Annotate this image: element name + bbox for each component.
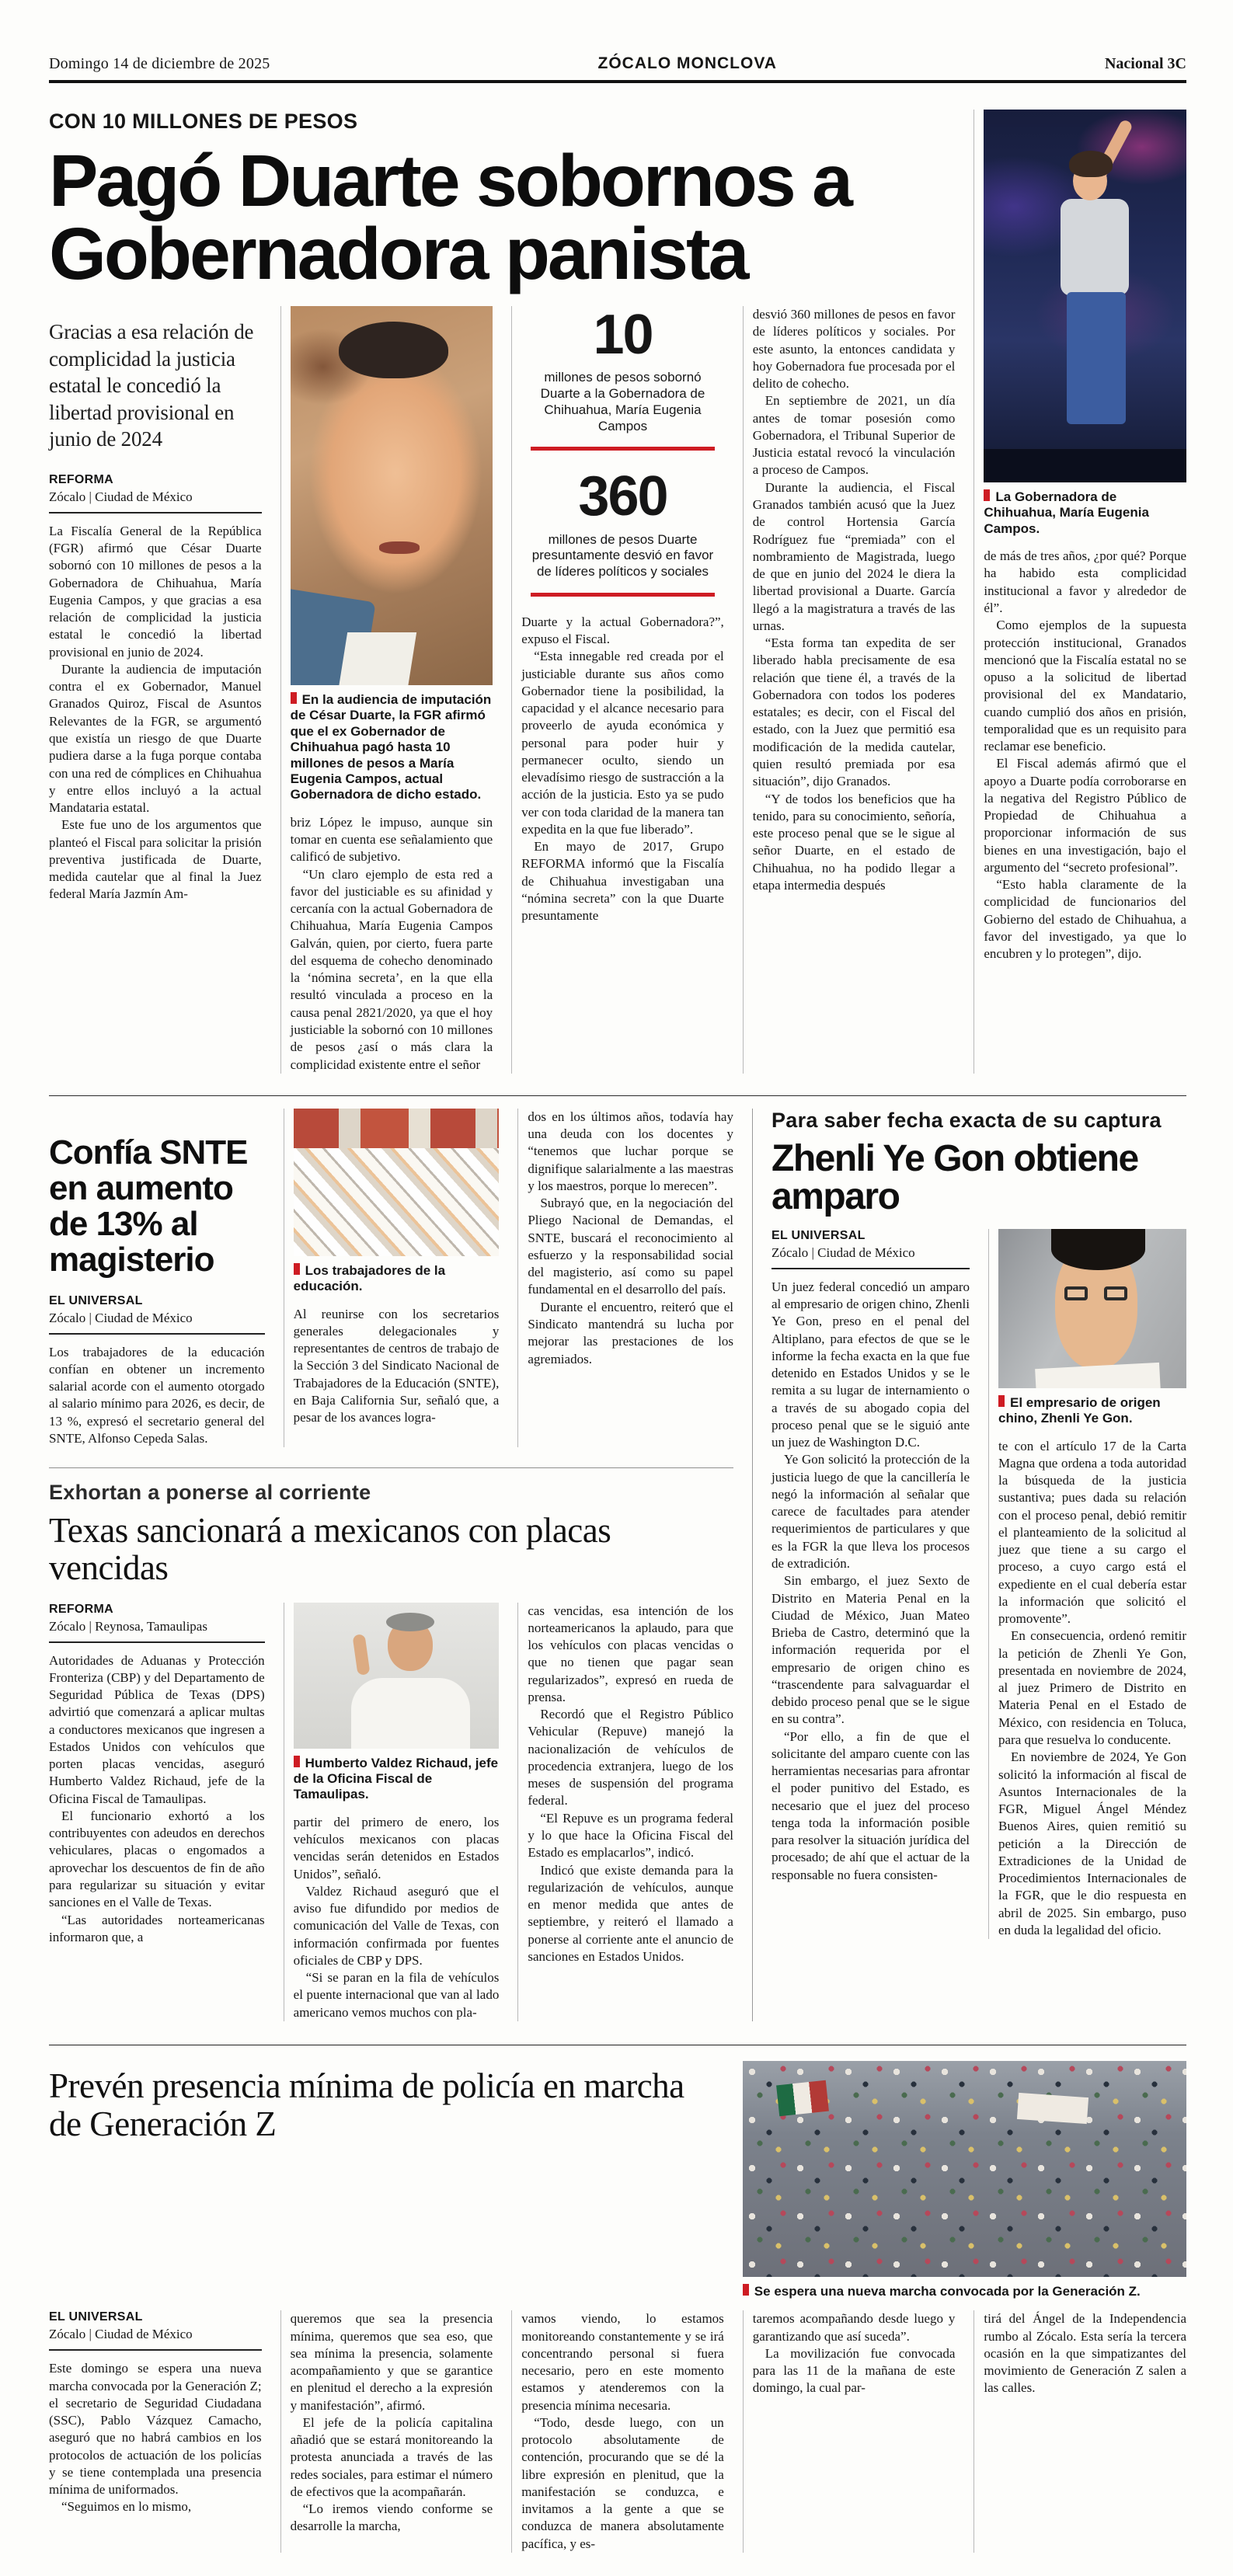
paragraph: La Fiscalía General de la República (FGR) afirmó que César Duarte sobornó con 10 millones de pesos a la Gobernadora de Chihuahua, María Eugenia Campos, y que gracias a esa relación de complicidad la justicia estatal le concedió la libertad provisional en junio de 2024.	[49, 523, 262, 660]
paragraph: Sin embargo, el juez Sexto de Distrito en Materia Penal en la Ciudad de México, Juan Mateo Brieba de Castro, determinó que la información requerida por el empresario de origen chino es “trascendente para salvaguardar el debido proceso penal que se le sigue en su contra”.	[771, 1573, 970, 1727]
photo-shape	[353, 1634, 371, 1676]
paragraph: Como ejemplos de la supuesta protección institucional, Granados mencionó que la Fiscalía estatal no se opuso a la solicitud de libertad provisional del ex Mandatario, cuando cumplió dos años en prisión, temporalidad que es un requisito para reclamar ese beneficio.	[984, 618, 1186, 754]
yegon-photo-caption	[998, 1395, 1186, 1427]
valdez-photo	[294, 1603, 500, 1749]
article-yegon	[752, 1109, 1186, 2021]
photo-shape	[1069, 151, 1113, 177]
caption-bullet-icon	[294, 1263, 300, 1275]
caption-text: En la audiencia de imputación de César Duarte, la FGR afirmó que el ex Gobernador de Chihuahua pagó hasta 10 millones de pesos a María Eugenia Campos, actual Gobernadora de dicho estado.	[290, 692, 492, 802]
caption-bullet-icon	[984, 489, 990, 501]
snte-photo	[294, 1109, 500, 1256]
paragraph: En noviembre de 2024, Ye Gon solicitó la información al fiscal de Asuntos Internacionales de la FGR, Miguel Ángel Méndez Buenos Aires, quien remitió su petición a la Dirección de Extradiciones de la Unidad de Procedimientos Internacionales de la FGR, que le dio respuesta en abril de 2025. Sin embargo, puso en duda la legalidad del oficio.	[998, 1749, 1186, 1937]
paragraph: El jefe de la policía capitalina añadió que se estará monitoreando la protesta anunciada a través de las redes sociales, para estimar el número de efectivos que la acompañarán.	[290, 2414, 493, 2499]
paragraph: cas vencidas, esa intención de los norteamericanos la aplaudo, para que los vehículos con placas vencidas o que no tienen que pagar sean regularizados”, expresó en rueda de prensa.	[528, 1603, 733, 1704]
texas-column-2	[284, 1603, 500, 2021]
paragraph: “Un claro ejemplo de esta red a favor del justiciable es su afinidad y cercanía con la actual Gobernadora de Chihuahua, María Eugenia Campos Galván, quien, por cierto, fuera parte del esquema de cohecho denominado la ‘nómina secreta’, en la que ella resultó vinculada a proceso en la causa penal 2821/2020, ya que el hoy justiciable la sobornó con 10 millones de pesos ¿así o más clara la complicidad existente entre el señor	[290, 866, 493, 1072]
paragraph: briz López le impuso, aunque sin tomar en cuenta ese señalamiento que calificó de subjetivo.	[290, 814, 493, 865]
byline-dateline: Zócalo | Reynosa, Tamaulipas	[49, 1618, 207, 1634]
yegon-headline: Zhenli Ye Gon obtiene amparo	[771, 1137, 1138, 1217]
texas-body-column-3	[528, 1603, 733, 1966]
byline-agency: EL UNIVERSAL	[49, 1293, 143, 1307]
genz-headline-block	[49, 2061, 724, 2310]
stat-10-millones	[521, 306, 724, 451]
article-genz	[49, 2045, 1186, 2553]
genz-body-column-2	[291, 2310, 493, 2535]
paragraph: Un juez federal concedió un amparo al empresario de origen chino, Zhenli Ye Gon, preso en el penal del Altiplano, para efectos de que se le informe la fecha exacta en la que fue detenido en Estados Unidos y se le remita a su lugar de internamiento o a través de su abogado copia del proceso penal que se le siguió ante un juez de Washington D.C.	[771, 1279, 970, 1450]
stat-rule	[531, 593, 715, 597]
paragraph: dos en los últimos años, todavía hay una deuda con los docentes y “tenemos que luchar porque se dignifique salarialmente a las maestras y los maestros, porque lo merecen”.	[528, 1109, 733, 1193]
texas-headline: Texas sancionará a mexicanos con placas vencidas	[49, 1511, 611, 1587]
yegon-body-column-2	[998, 1438, 1186, 1940]
paragraph: taremos acompañando desde luego y garantizando que así suceda”.	[752, 2311, 956, 2344]
photo-shape	[1036, 1363, 1161, 1388]
photo-shape	[351, 1678, 471, 1748]
yegon-body-column-1	[771, 1279, 970, 1884]
paragraph: “Seguimos en lo mismo,	[61, 2499, 192, 2515]
yegon-column-1	[771, 1229, 970, 1939]
byline-dateline: Zócalo | Ciudad de México	[771, 1244, 915, 1260]
snte-photo-caption	[294, 1263, 500, 1295]
photo-shape	[339, 322, 448, 378]
photo-shape	[294, 1109, 500, 1148]
paragraph: “Y de todos los beneficios que ha tenido, para su conocimiento, señoría, este proceso penal que se le sigue al señor Duarte, en el estado de Chihuahua, no ha podido llegar a etapa intermedia después	[752, 791, 956, 893]
snte-body-column-1	[49, 1344, 265, 1448]
texas-column-1	[49, 1603, 265, 2021]
middle-band	[49, 1095, 1186, 2021]
stat-caption: millones de pesos sobornó Duarte a la Gobernadora de Chihuahua, María Eugenia Campos	[540, 370, 705, 433]
byline-dateline: Zócalo | Ciudad de México	[49, 2327, 193, 2342]
lead-body-column-3	[521, 614, 724, 925]
paragraph: “Lo iremos viendo conforme se desarrolle la marcha,	[290, 2501, 493, 2534]
caption-bullet-icon	[291, 692, 297, 704]
paragraph: partir del primero de enero, los vehículos mexicanos con placas vencidas serán detenidos en Estados Unidos”, señaló.	[293, 1814, 500, 1882]
valdez-photo-caption	[294, 1756, 500, 1803]
genz-photo-caption	[743, 2284, 1186, 2299]
photo-shape	[1061, 199, 1129, 296]
caption-text: El empresario de origen chino, Zhenli Ye Gon.	[998, 1394, 1161, 1426]
caption-text: La Gobernadora de Chihuahua, María Eugenia Campos.	[984, 489, 1149, 536]
paragraph: Este domingo se espera una nueva marcha convocada por la Generación Z; el secretario de Seguridad Ciudadana (SSC), Pablo Vázquez Camacho, aseguró que no habrá cambios en los protocolos de actuación de los policías y se tiene contemplada una presencia mínima de uniformados.	[49, 2361, 262, 2498]
lead-body-column-2	[291, 814, 493, 1074]
stat-value: 360	[578, 465, 667, 528]
paragraph: queremos que sea la presencia mínima, queremos que sea eso, que sea mínima la presencia, solamente acompañamiento y que se garantice en plenitud el derecho a la expresión y manifestación”, afirmó.	[290, 2311, 493, 2413]
paragraph: Indicó que existe demanda para la regularización de vehículos, aunque en menor medida que antes de septiembre, y reiteró el llamado a ponerse al corriente ante el anuncio de sanciones en Estados Unidos.	[528, 1862, 733, 1964]
lead-column-4	[743, 306, 956, 1074]
yegon-column-2	[988, 1229, 1186, 1939]
snte-byline	[49, 1294, 265, 1335]
paragraph: “Esta innegable red creada por el justiciable durante sus años como Gobernador tiene la posibilidad, la capacidad y el alcance necesario para proveerlo de ayuda económica y personal para poder huir y permanecer oculto, siendo un elevadísimo riesgo de sustracción a la acción de la justicia. Esto ya se pudo ver con toda claridad de la manera tan expedita en la que fue liberado”.	[521, 649, 724, 837]
photo-shape	[1051, 1229, 1145, 1270]
texas-kicker: Exhortan a ponerse al corriente	[49, 1481, 371, 1505]
lead-column-1	[49, 306, 262, 1074]
genz-byline	[49, 2310, 262, 2351]
caption-text: Los trabajadores de la educación.	[293, 1262, 446, 1294]
article-duarte	[49, 110, 1186, 1074]
byline-agency: EL UNIVERSAL	[771, 1228, 866, 1242]
genz-column-2	[280, 2310, 493, 2553]
snte-column-1	[49, 1109, 265, 1447]
paragraph: En consecuencia, ordenó remitir la petición de Zhenli Ye Gon, presentada en noviembre de 2024, al juez Primero de Distrito en Materia Penal en el Estado de México, con residencia en Toluca, para que resuelva lo conducente.	[998, 1628, 1186, 1748]
paragraph: Durante la audiencia de imputación contra el ex Gobernador, Manuel Granados Quiroz, Fiscal de Asuntos Relevantes de la FGR, se argumentó que existía un riesgo de que Duarte pudiera darse a la fuga porque contaba con una red de cómplices en Chihuahua y entre ellos incluyó a la actual Mandataria estatal.	[49, 661, 262, 816]
paragraph: “Las autoridades norteamericanas informaron que, a	[49, 1912, 265, 1944]
masthead-section: Nacional 3C	[1104, 55, 1186, 72]
paragraph: “Esta forma tan expedita de ser liberado habla precisamente de esa relación que tiene él, a través de la Gobernadora con todos los poderes estatales; es decir, con el Fiscal del estado, con la Juez que permitió esa modificación de la medida cautelar, quien resultó premiada por esa situación”, dijo Granados.	[752, 635, 956, 789]
paragraph: Durante el encuentro, reiteró que el Sindicato mantendrá su lucha por mejorar las prestaciones de los agremiados.	[528, 1299, 733, 1366]
paragraph: Subrayó que, en la negociación del Pliego Nacional de Demandas, el SNTE, buscará el reconocimiento al esfuerzo y la responsabilidad social del magisterio, así como su papel fundamental en el desarrollo del país.	[528, 1196, 733, 1297]
paragraph: En mayo de 2017, Grupo REFORMA informó que la Fiscalía de Chihuahua investigaban una “nómina secreta” con la que Duarte presuntamente	[521, 839, 724, 924]
paragraph: La movilización fue convocada para las 11 de la mañana de este domingo, la cual par-	[752, 2345, 956, 2396]
paragraph: “Esto habla claramente de la complicidad de funcionarios del Gobierno del estado de Chihuahua, a favor del investigado, ya que lo encubren y lo protegen”, dijo.	[984, 877, 1186, 962]
snte-column-3	[517, 1109, 733, 1447]
texas-body-column-2	[294, 1814, 500, 2021]
paragraph: “El Repuve es un programa federal y lo que hace la Oficina Fiscal del Estado es emplacarlos”, indicó.	[528, 1810, 733, 1861]
paragraph: de más de tres años, ¿por qué? Porque ha habido esta complicidad institucional a favor y alrededor de él”.	[984, 548, 1186, 615]
campos-photo	[984, 110, 1186, 482]
campos-photo-caption	[984, 489, 1186, 537]
paragraph: tirá del Ángel de la Independencia rumbo al Zócalo. Esta sería la tercera ocasión en la que simpatizantes del movimiento de Generación Z salen a las calles.	[984, 2311, 1186, 2396]
genz-body-column-5	[984, 2310, 1186, 2397]
paragraph: Ye Gon solicitó la protección de la justicia luego de que la cancillería le negó la información al señalar que carece de facultades para atender requerimientos de particulares y que es la FGR la que lleva los procesos de extradición.	[771, 1452, 970, 1571]
mexican-flag-shape	[777, 2080, 830, 2115]
byline-agency: REFORMA	[49, 472, 113, 486]
photo-shape	[984, 449, 1186, 482]
byline-agency: REFORMA	[49, 1602, 113, 1616]
texas-byline	[49, 1603, 265, 1643]
paragraph: Este fue uno de los argumentos que planteó el Fiscal para solicitar la prisión preventiva justificada de Duarte, medida cautelar que al final la Juez federal María Jazmín Am-	[49, 817, 262, 902]
genz-photo-block	[743, 2061, 1186, 2310]
texas-body-column-1	[49, 1652, 265, 1947]
lead-byline	[49, 473, 262, 513]
article-texas	[49, 1467, 733, 2021]
genz-column-4	[743, 2310, 956, 2553]
masthead-date: Domingo 14 de diciembre de 2025	[49, 55, 270, 72]
genz-body-column-3	[521, 2310, 724, 2553]
photo-shape	[294, 1148, 500, 1256]
caption-bullet-icon	[998, 1395, 1005, 1407]
masthead	[49, 54, 1186, 83]
genz-body-column-4	[753, 2310, 956, 2397]
lead-body-column-1	[49, 523, 262, 903]
caption-text: Humberto Valdez Richaud, jefe de la Oficina Fiscal de Tamaulipas.	[293, 1755, 499, 1802]
byline-agency: EL UNIVERSAL	[49, 2310, 143, 2324]
paragraph: te con el artículo 17 de la Carta Magna que ordena a toda autoridad la búsqueda de la justicia sustantiva; pues dada su relación con el proceso penal, debió remitir el planteamiento de la solicitud al juez que tiene a su cargo el proceso, a cuyo cargo está el expediente en el cual debería estar la información que solicitó el promovente”.	[998, 1438, 1186, 1627]
paragraph: Valdez Richaud aseguró que el aviso fue difundido por medios de comunicación del Valle de Texas, con información confirmada por fuentes oficiales de CBP y DPS.	[293, 1883, 500, 1968]
stat-value: 10	[593, 304, 653, 367]
glasses-shape	[1104, 1286, 1127, 1300]
paragraph: “Si se paran en la fila de vehículos el puente internacional que van al lado americano vemos muchos con pla-	[293, 1970, 500, 2020]
snte-column-2	[284, 1109, 500, 1447]
lead-body-column-4	[753, 306, 956, 894]
lead-headline: Pagó Duarte sobornos a Gobernadora panista	[49, 140, 851, 296]
photo-shape	[379, 541, 420, 554]
glasses-shape	[1064, 1286, 1088, 1300]
paragraph: Autoridades de Aduanas y Protección Fronteriza (CBP) y del Departamento de Seguridad Pública de Texas (DPS) advirtió que comenzará a aplicar multas a conductores mexicanos que ingresen a Estados Unidos con vehículos que porten placas vencidas, aseguró Humberto Valdez Richaud, jefe de la Oficina Fiscal de Tamaulipas.	[49, 1652, 265, 1806]
caption-bullet-icon	[294, 1756, 300, 1767]
duarte-photo-caption	[291, 692, 493, 803]
paragraph: El Fiscal además afirmó que el apoyo a Duarte podía corroborarse en la negativa del Registro Público de Propiedad de Chihuahua a proporcionar información de sus bienes en una investigación, bajo el argumento del “secreto profesional”.	[984, 756, 1186, 875]
masthead-title: ZÓCALO MONCLOVA	[597, 54, 777, 72]
lead-headline-block	[49, 110, 955, 306]
yegon-byline	[771, 1229, 970, 1269]
yegon-photo	[998, 1229, 1186, 1388]
snte-body-column-2	[294, 1306, 500, 1427]
paragraph: desvió 360 millones de pesos en favor de líderes políticos y sociales. Por este asunto, la entonces candidata y hoy Gobernadora fue procesada por el delito de cohecho.	[752, 307, 956, 392]
paragraph: En septiembre de 2021, un día antes de tomar posesión como Gobernadora, el Tribunal Superior de Justicia estatal revocó la vinculación a proceso de Campos.	[752, 393, 956, 478]
duarte-photo	[291, 306, 493, 685]
texas-column-3	[517, 1603, 733, 2021]
paragraph: “Por ello, a fin de que el solicitante del amparo cuente con las herramientas necesarias para afrontar el poder punitivo del Estado, es necesario que el juez del proceso tenga toda la información posible para resolver la situación jurídica del procesado; de ahí que el actuar de la responsable no fuera consisten-	[771, 1728, 970, 1882]
snte-headline: Confía SNTE en aumento de 13% al magisterio	[49, 1133, 248, 1279]
byline-dateline: Zócalo | Ciudad de México	[49, 1310, 193, 1325]
paragraph: Duarte y la actual Gobernadora?”, expuso el Fiscal.	[521, 614, 724, 646]
snte-body-column-3	[528, 1109, 733, 1368]
genz-photo	[743, 2061, 1186, 2277]
stat-rule	[531, 447, 715, 451]
lead-column-2	[280, 306, 493, 1074]
protest-sign-shape	[1017, 2093, 1088, 2124]
yegon-kicker: Para saber fecha exacta de su captura	[771, 1108, 1162, 1132]
genz-column-1	[49, 2310, 262, 2553]
paragraph: Recordó que el Registro Público Vehicular (Repuve) manejó la nacionalización de vehículos de procedencia extranjera, luego de los meses de suspensión del programa federal.	[528, 1707, 733, 1808]
genz-body-column-1	[49, 2360, 262, 2515]
paragraph: El funcionario exhortó a los contribuyentes con adeudos en derechos vehiculares, placas o engomados a aprovechar los descuentos de fin de año para regularizar su situación y evitar sanciones en el Valle de Texas.	[49, 1808, 265, 1910]
genz-column-3	[511, 2310, 724, 2553]
article-snte	[49, 1109, 733, 1447]
stat-360-millones	[521, 465, 724, 596]
lead-column-3	[511, 306, 724, 1074]
band-left	[49, 1109, 752, 2021]
lead-column-5	[974, 110, 1186, 1074]
paragraph: “Todo, desde luego, con un protocolo absolutamente de contención, procurando que se dé la libre expresión en plenitud, que la manifestación se conduzca, e invitamos a la gente a que se conduzca de manera absolutamente pacífica, y es-	[521, 2414, 724, 2551]
paragraph: vamos viendo, lo estamos monitoreando constantemente y se irá concentrando personal si fuera necesario, pero en este momento estamos y atenderemos con la presencia mínima necesaria.	[521, 2311, 724, 2413]
genz-headline: Prevén presencia mínima de policía en marcha de Generación Z	[49, 2066, 684, 2144]
byline-dateline: Zócalo | Ciudad de México	[49, 489, 193, 504]
photo-shape	[386, 1613, 434, 1631]
lead-body-column-5	[984, 548, 1186, 963]
paragraph: Los trabajadores de la educación confían en obtener un incremento salarial acorde con el aumento otorgado al salario mínimo para 2026, es decir, de 13 %, expresó el secretario general del SNTE, Alfonso Cepeda Salas.	[49, 1344, 265, 1446]
paragraph: Durante la audiencia, el Fiscal Granados también acusó que la Juez de control Hortensia García Rodríguez fue “premiada” con el nombramiento de Magistrada, luego de que en junio del 2024 le diera la libertad provisional a Duarte. García llegó a la magistratura a través de las urnas.	[752, 479, 956, 633]
genz-column-5	[974, 2310, 1186, 2553]
caption-bullet-icon	[743, 2284, 749, 2296]
photo-shape	[1067, 292, 1126, 424]
paragraph: Al reunirse con los secretarios generales delegacionales y representantes de centros de trabajo de la Sección 3 del Sindicato Nacional de Trabajadores de la Educación (SNTE), en Baja California Sur, señaló que, a pesar de los avances logra-	[293, 1306, 500, 1426]
caption-text: Se espera una nueva marcha convocada por la Generación Z.	[754, 2283, 1141, 2299]
stat-caption: millones de pesos Duarte presuntamente desvió en favor de líderes políticos y sociales	[531, 531, 714, 579]
photo-shape	[338, 632, 416, 685]
lead-kicker: CON 10 MILLONES DE PESOS	[49, 110, 358, 133]
lead-deck: Gracias a esa relación de complicidad la justicia estatal le concedió la libertad provisional en junio de 2024	[49, 320, 254, 451]
